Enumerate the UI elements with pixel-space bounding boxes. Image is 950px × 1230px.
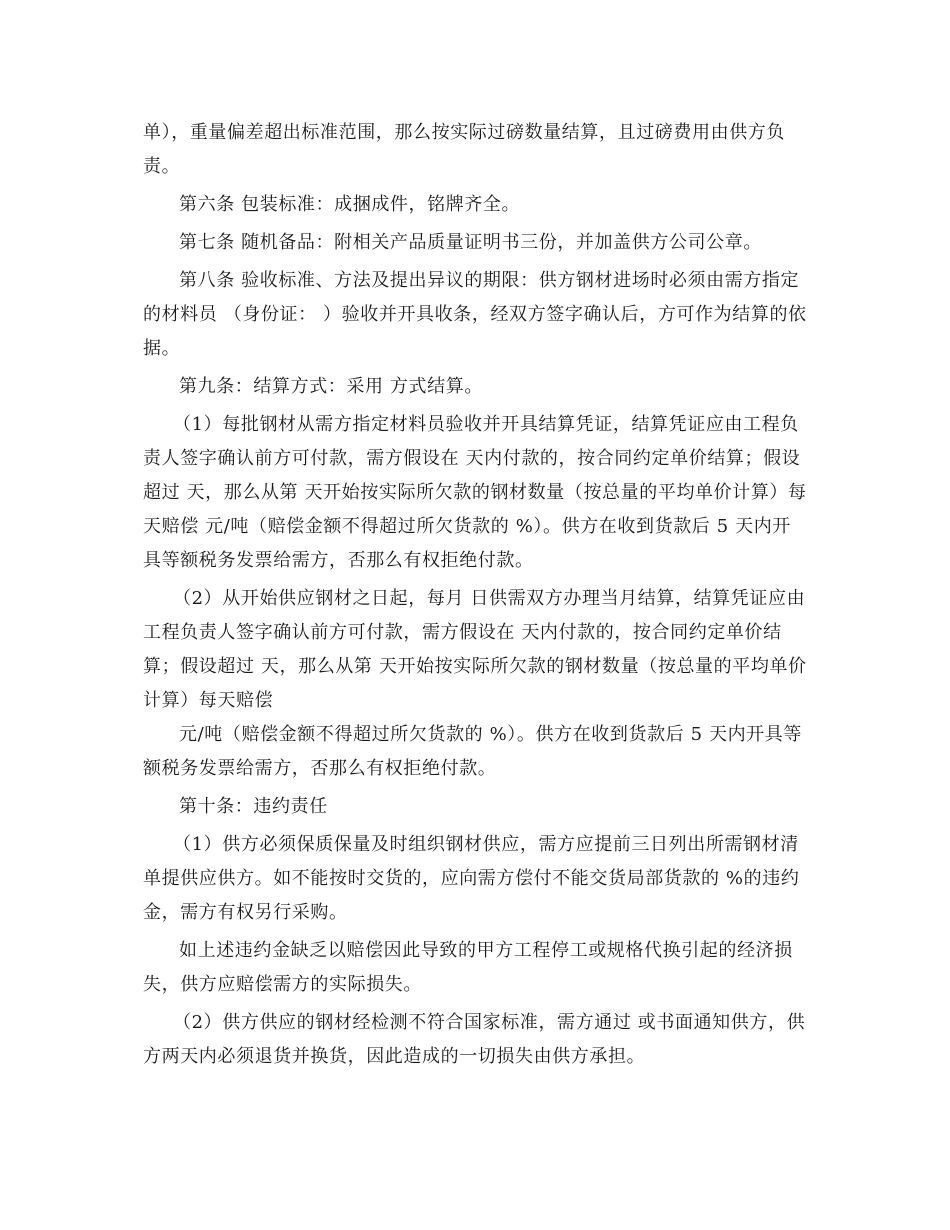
paragraph-continuation: 单），重量偏差超出标准范围，那么按实际过磅数量结算，且过磅费用由供方负责。: [143, 122, 785, 177]
paragraph-article-10-item-2: （2）供方供应的钢材经检测不符合国家标准，需方通过 或书面通知供方，供方两天内必须退货并换货，因此造成的一切损失由供方承担。: [143, 1012, 806, 1067]
paragraph-article-10: 第十条：违约责任: [179, 796, 328, 817]
paragraph-article-10-item-1: （1）供方必须保质保量及时组织钢材供应，需方应提前三日列出所需钢材清单提供应供方。如不能按时交货的，应向需方偿付不能交货局部货款的 %的违约金，需方有权另行采购。: [143, 834, 800, 923]
paragraph-article-6: 第六条 包装标准：成捆成件，铭牌齐全。: [179, 194, 521, 215]
paragraph-article-8: 第八条 验收标准、方法及提出异议的期限：供方钢材进场时必须由需方指定的材料员 （身份证： ）验收并开具收条，经双方签字确认后，方可作为结算的依据。: [143, 270, 807, 359]
paragraph-article-7: 第七条 随机备品：附相关产品质量证明书三份，并加盖供方公司公章。: [179, 232, 762, 253]
document-body: [143, 116, 808, 1078]
paragraph-article-10-note: 如上述违约金缺乏以赔偿因此导致的甲方工程停工或规格代换引起的经济损失，供方应赔偿需方的实际损失。: [143, 940, 793, 995]
paragraph-article-9: 第九条：结算方式：采用 方式结算。: [179, 376, 483, 397]
paragraph-article-9-item-1: （1）每批钢材从需方指定材料员验收并开具结算凭证，结算凭证应由工程负责人签字确认前方可付款，需方假设在 天内付款的，按合同约定单价结算；假设超过 天，那么从第 天开始按实际所欠款的钢材数量（按总量的平均单价计算）每天赔偿 元/吨（赔偿金额不得超过所欠货款的 %）。供方在收到货款后 5 天内开具等额税务发票给需方，否那么有权拒绝付款。: [143, 414, 807, 571]
paragraph-article-9-item-2: （2）从开始供应钢材之日起，每月 日供需双方办理当月结算，结算凭证应由工程负责人签字确认前方可付款，需方假设在 天内付款的，按合同约定单价结算；假设超过 天，那么从第 天开始按实际所欠款的钢材数量（按总量的平均单价计算）每天赔偿: [143, 588, 807, 711]
paragraph-article-9-item-2-cont: 元/吨（赔偿金额不得超过所欠货款的 %）。供方在收到货款后 5 天内开具等额税务发票给需方，否那么有权拒绝付款。: [143, 724, 802, 779]
